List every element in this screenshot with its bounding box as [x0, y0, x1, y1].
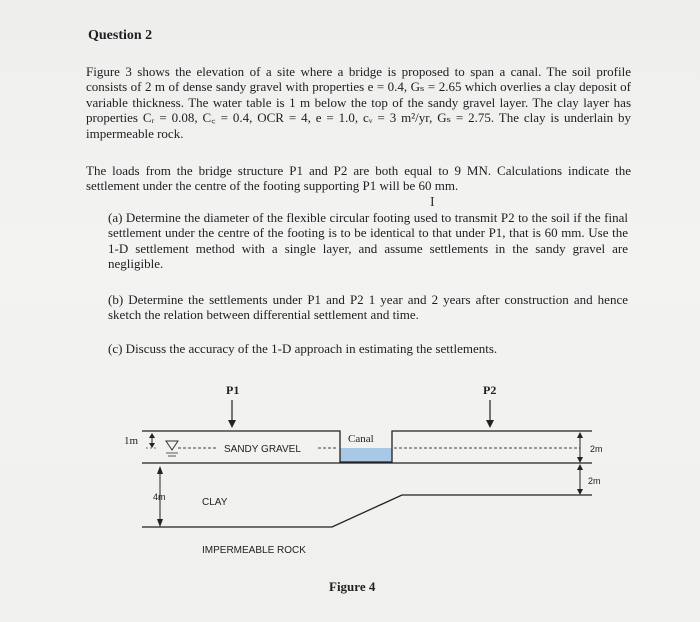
p2-label: P2	[483, 383, 497, 397]
p1-label: P1	[226, 383, 240, 397]
dim-2m-upper-label: 2m	[590, 444, 603, 454]
dim-2m-lower-label: 2m	[588, 476, 601, 486]
dim-4m-label: 4m	[153, 492, 166, 502]
clay-label: CLAY	[202, 497, 228, 508]
intro-paragraph: Figure 3 shows the elevation of a site where a bridge is proposed to span a canal. The soil profile consists of 2 m of dense sandy gravel with properties e = 0.4, Gₛ = 2.65 which overlies a clay deposit of variable thickness. The water table is 1 m below the top of the sandy gravel layer. The clay layer has properties Cᵣ = 0.08, C꜀ = 0.4, OCR = 4, e = 1.0, cᵥ = 3 m²/yr, Gₛ = 2.75. The clay is underlain by impermeable rock.	[86, 64, 631, 141]
figure-caption: Figure 4	[329, 579, 376, 594]
text-cursor-icon: I	[430, 195, 435, 210]
part-a: (a) Determine the diameter of the flexible circular footing used to transmit P2 to the soil if the final settlement under the centre of the footing is to be identical to that under P1, that is 60 mm. Use the 1-D settlement method with a single layer, and assume settlements in the sandy gravel are negligible.	[108, 210, 628, 272]
canal-water	[340, 448, 392, 462]
dim-1m-label: 1m	[124, 435, 139, 447]
loads-paragraph: The loads from the bridge structure P1 and P2 are both equal to 9 MN. Calculations indicate the settlement under the centre of the footing supporting P1 will be 60 mm.	[86, 163, 631, 194]
part-c: (c) Discuss the accuracy of the 1-D approach in estimating the settlements.	[108, 341, 498, 356]
part-b: (b) Determine the settlements under P1 and P2 1 year and 2 years after construction and hence sketch the relation between differential settlement and time.	[108, 292, 628, 323]
water-table-icon	[166, 441, 178, 450]
question-title: Question 2	[88, 28, 153, 43]
canal-label: Canal	[348, 433, 374, 445]
rock-label: IMPERMEABLE ROCK	[202, 545, 306, 556]
sandy-gravel-label: SANDY GRAVEL	[224, 444, 301, 455]
